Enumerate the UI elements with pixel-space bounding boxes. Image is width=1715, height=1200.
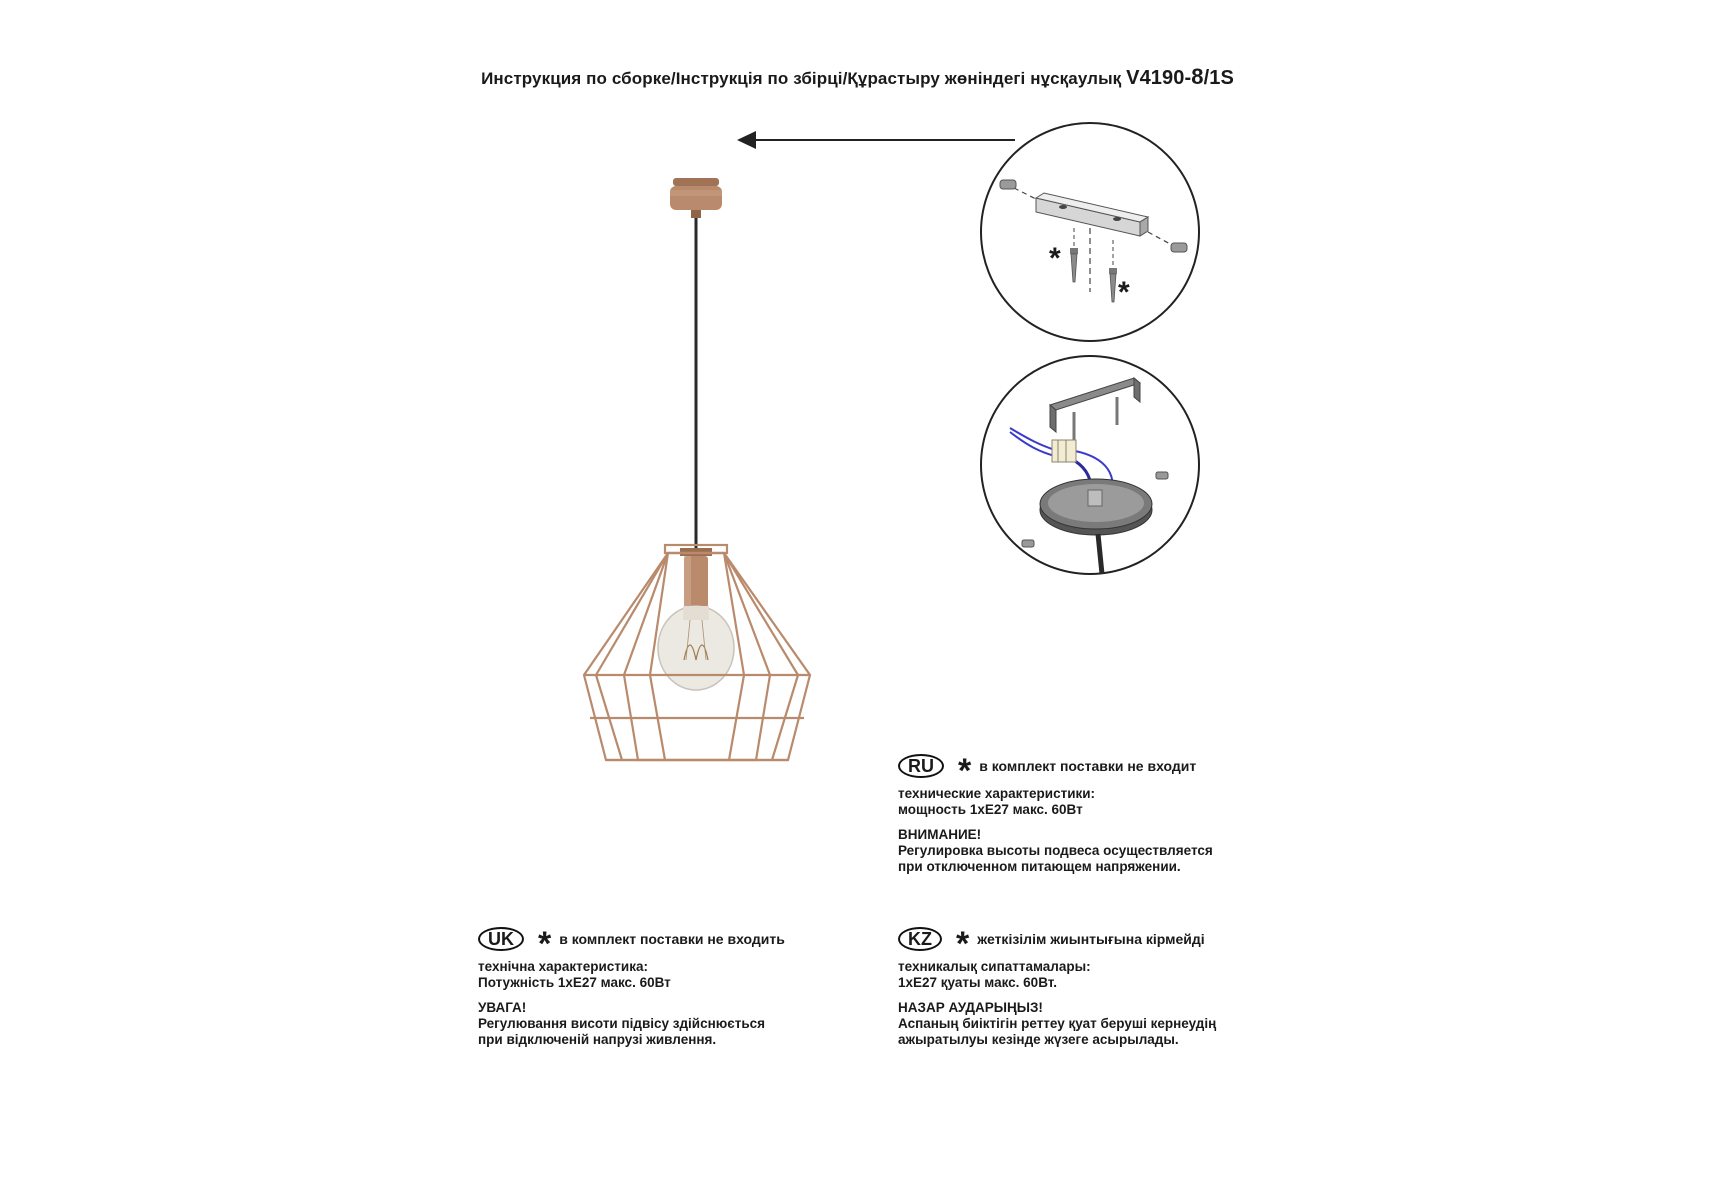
ru-warning: ВНИМАНИЕ! Регулировка высоты подвеса осуществляется при отключенном питающем напряжении.: [898, 827, 1213, 874]
ru-specs: технические характеристики: мощность 1хЕ27 макс. 60Вт: [898, 786, 1096, 817]
asterisk-icon: *: [538, 925, 552, 963]
model-number: V4190-8/1S: [1126, 64, 1234, 89]
arrow-left-icon: [737, 131, 1015, 149]
uk-section: [478, 925, 785, 1057]
excluded-marker: *: [1049, 242, 1061, 275]
kz-specs: техникалық сипаттамалары: 1хЕ27 қуаты макс. 60Вт.: [898, 959, 1091, 990]
wiring-diagram: [981, 356, 1199, 574]
uk-specs: технічна характеристика: Потужність 1хЕ27 макс. 60Вт: [478, 959, 671, 990]
kz-language-badge: KZ: [898, 927, 942, 951]
ru-language-badge: RU: [898, 754, 944, 778]
excluded-marker: *: [1118, 276, 1130, 309]
kz-not-included-note: жеткізілім жиынтығына кірмейді: [977, 931, 1205, 947]
uk-not-included-note: в комплект поставки не входить: [559, 931, 785, 947]
asterisk-icon: *: [958, 752, 972, 790]
uk-warning: УВАГА! Регулювання висоти підвісу здійснюється при відключеній напрузі живлення.: [478, 1000, 766, 1047]
title-prefix: Инструкция по сборке/Інструкція по збірці/Құрастыру жөніндегі нұсқаулық: [481, 69, 1122, 88]
asterisk-icon: *: [956, 925, 970, 963]
uk-language-badge: UK: [478, 927, 524, 951]
kz-section: [898, 925, 1216, 1057]
ru-section: [898, 752, 1213, 884]
mounting-bracket-diagram: [981, 123, 1199, 341]
kz-warning: НАЗАР АУДАРЫҢЫЗ! Аспаның биіктігін реттеу қуат беруші кернеудің ажыратылуы кезінде жүзеге асырылады.: [898, 1000, 1217, 1047]
pendant-lamp-illustration: [584, 178, 810, 760]
ru-not-included-note: в комплект поставки не входит: [979, 758, 1197, 774]
